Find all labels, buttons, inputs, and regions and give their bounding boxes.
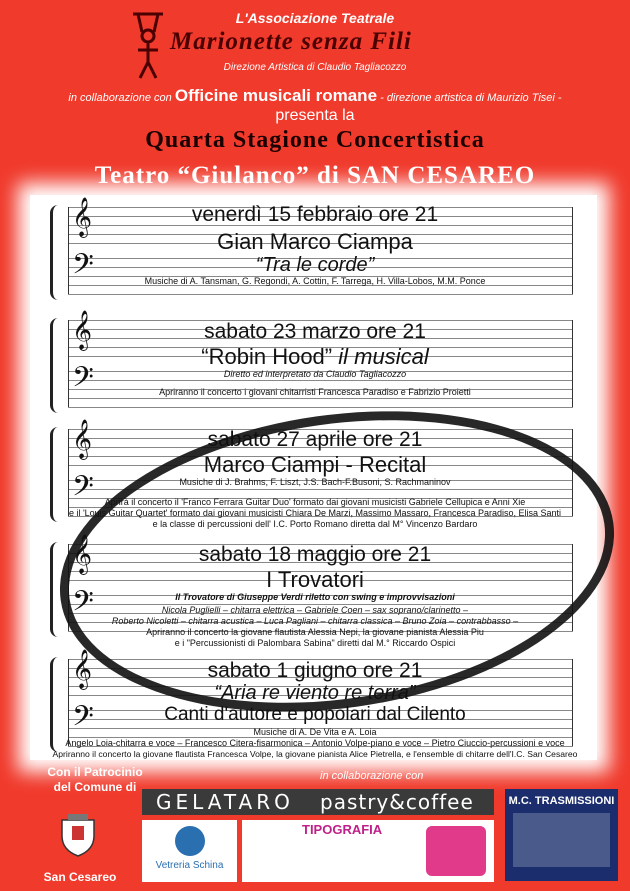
event-4-date: sabato 18 maggio ore 21 [198,543,432,566]
event-2-subtitle: il musical [338,344,429,369]
event-3-note: Aprirà il concerto il 'Franco Ferrara Guitar Duo' formato dai giovani musicisti Gabriele Cellupica e Anni Xie [104,497,526,507]
sponsor-mc-name: M.C. TRASMISSIONI [508,795,615,807]
event-5-performer: Canti d'autore e popolari dal Cilento [164,704,466,725]
association-label: L'Associazione Teatrale [235,10,395,26]
event-4-performer: I Trovatori [266,567,364,592]
event-4-note: Nicola Puglielli – chitarra elettrica – Gabriele Coen – sax soprano/clarinetto – [161,605,469,615]
artistic-direction: Direzione Artistica di Claudio Tagliacozzo [223,62,407,73]
theatre-title: Teatro “Giulanco” di SAN CESAREO [94,162,536,189]
sponsor-vetreria [142,820,237,882]
sponsor-gelataro-name: GELATARO [156,790,294,814]
collab-prefix: in collaborazione con [68,92,172,104]
presents-label: presenta la [275,107,355,124]
staff-line [68,380,573,381]
footer-collab: in collaborazione con [320,770,424,782]
event-1-date: venerdì 15 febbraio ore 21 [191,203,439,226]
event-4-note: e i "Percussionisti di Palombara Sabina" diretti dal M.° Riccardo Ospici [174,638,456,648]
treble-clef-icon: 𝄞 [72,310,93,350]
event-2-note: Apriranno il concerto i giovani chitarristi Francesca Paradiso e Fabrizio Proietti [159,387,471,397]
event-2-note: Diretto ed interpretato da Claudio Tagliacozzo [223,369,407,379]
event-3-date: sabato 27 aprile ore 21 [207,428,423,451]
sponsor-tipografia [242,820,494,882]
sponsor-mc-trasmissioni [505,789,618,881]
season-title: Quarta Stagione Concertistica [145,127,485,153]
event-5-subtitle: “Aria re viento re terra” [214,682,416,704]
town-name: San Cesareo [43,870,117,884]
sponsor-gelataro [142,789,494,815]
event-4-note: Apriranno il concerto la giovane flautista Alessia Nepi, la giovane pianista Alessia Piu [146,627,484,637]
treble-clef-icon: 𝄞 [72,419,93,459]
treble-clef-icon: 𝄞 [72,534,93,574]
event-4-note: Roberto Nicoletti – chitarra acustica – Luca Pagliani – chitarra classica – Bruno Zoia – contrabbasso – [111,616,519,626]
bass-clef-icon: 𝄢 [72,248,94,288]
patronage-label: Con il Patrocinio del Comune di [47,765,143,794]
coat-of-arms-icon [58,812,98,857]
treble-clef-icon: 𝄞 [72,649,93,689]
sponsor-tipografia-name: TIPOGRAFIA [302,822,383,837]
bass-clef-icon: 𝄢 [72,585,94,625]
staff-line [68,407,573,408]
bass-clef-icon: 𝄢 [72,361,94,401]
event-2-performer: “Robin Hood” [201,344,333,369]
partner-name: Officine musicali romane [174,86,378,105]
event-3-performer: Marco Ciampi - Recital [203,452,427,477]
event-5-note: Musiche di A. De Vita e A. Loia [253,727,377,737]
event-1-subtitle: “Tra le corde” [255,254,375,276]
event-3-note: e la classe di percussioni dell' I.C. Porto Romano diretta dal M° Vincenzo Bardaro [152,519,478,529]
event-1-performer: Gian Marco Ciampa [217,229,413,254]
association-name: Marionette senza Fili [170,28,412,55]
collaboration-line [0,86,630,106]
event-3-note: Musiche di J. Brahms, F. Liszt, J.S. Bach-F.Busoni, S. Rachmaninov [179,477,451,487]
bass-clef-icon: 𝄢 [72,470,94,510]
event-1-note: Musiche di A. Tansman, G. Regondi, A. Cottin, F. Tarrega, H. Villa-Lobos, M.M. Ponce [144,276,486,286]
event-5-date: sabato 1 giugno ore 21 [207,659,423,682]
sponsor-pastry: pastry&coffee [320,790,474,814]
event-2-title [0,344,630,370]
staff-line [68,398,573,399]
event-2-date: sabato 23 marzo ore 21 [204,320,426,343]
sponsor-vetreria-name: Vetreria Schina [155,860,224,871]
treble-clef-icon: 𝄞 [72,197,93,237]
event-4-tagline: Il Trovatore di Giuseppe Verdi riletto con swing e improvvisazioni [175,592,455,602]
bass-clef-icon: 𝄢 [72,700,94,740]
partner-direction: - direzione artistica di Maurizio Tisei - [380,92,562,104]
event-5-note: Apriranno il concerto la giovane flautista Francesca Volpe, la giovane pianista Alice Pietrella, e l'ensemble di chitarre dell'I.C. San Cesareo [52,749,578,759]
staff-line [68,294,573,295]
event-5-note: Angelo Loia-chitarra e voce – Francesco Citera-fisarmonica – Antonio Volpe-piano e voce – Pietro Ciuccio-percussioni e voce [65,738,565,748]
event-3-note: e il 'Louis Guitar Quartet' formato dai giovani musicisti Chiara De Marzi, Massimo Massaro, Francesca Paradiso, Elisa Santi [68,508,562,518]
